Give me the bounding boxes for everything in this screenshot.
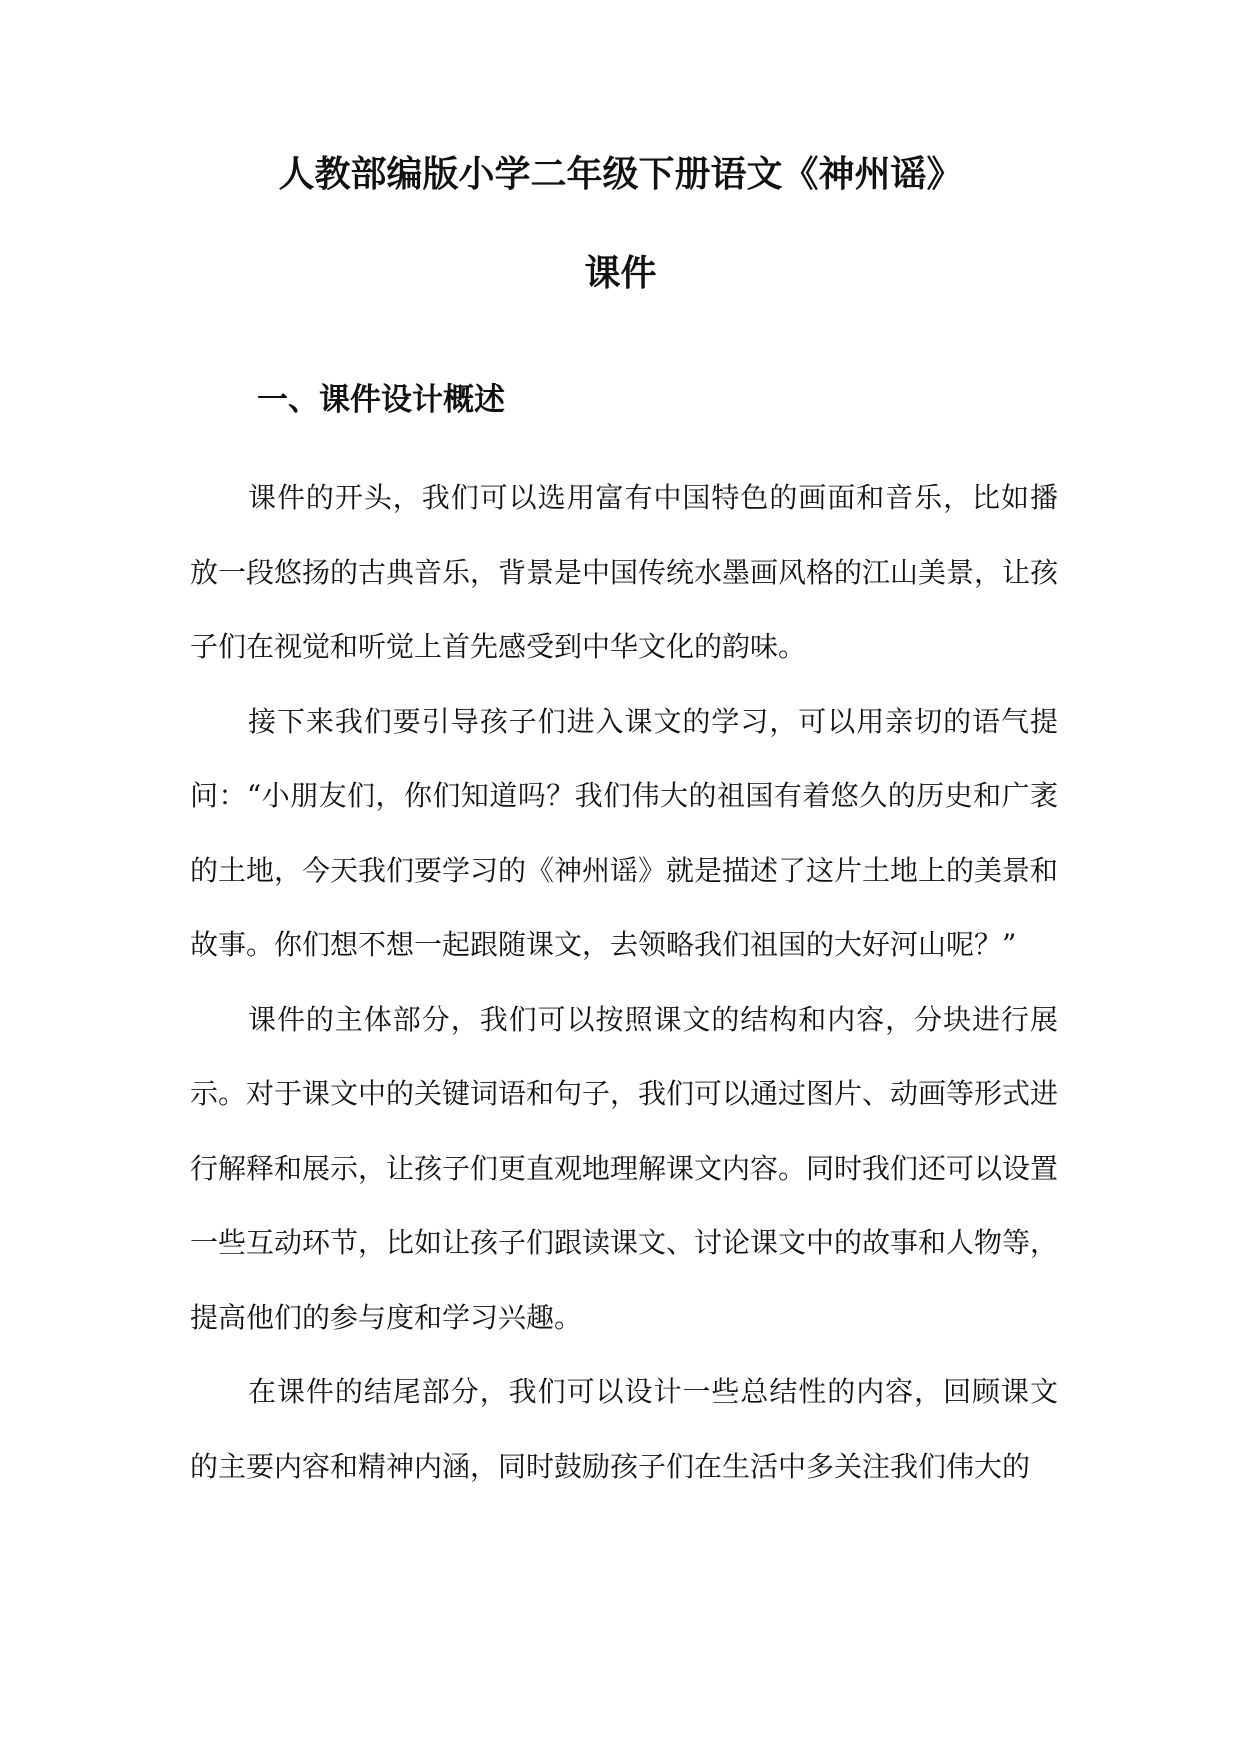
section-heading: 一、课件设计概述 [257,382,505,418]
document-body [190,461,1058,1504]
document-subtitle: 课件 [584,253,657,294]
paragraph: 接下来我们要引导孩子们进入课文的学习，可以用亲切的语气提问：“小朋友们，你们知道吗？我们伟大的祖国有着悠久的历史和广袤的土地，今天我们要学习的《神州谣》就是描述了这片土地上的美景和故事。你们想不想一起跟随课文，去领略我们祖国的大好河山呢？” [190,704,1059,961]
paragraph: 课件的开头，我们可以选用富有中国特色的画面和音乐，比如播放一段悠扬的古典音乐，背景是中国传统水墨画风格的江山美景，让孩子们在视觉和听觉上首先感受到中华文化的韵味。 [190,481,1059,663]
document-title: 人教部编版小学二年级下册语文《神州谣》 [278,154,963,195]
paragraph: 课件的主体部分，我们可以按照课文的结构和内容，分块进行展示。对于课文中的关键词语和句子，我们可以通过图片、动画等形式进行解释和展示，让孩子们更直观地理解课文内容。同时我们还可以设置一些互动环节，比如让孩子们跟读课文、讨论课文中的故事和人物等，提高他们的参与度和学习兴趣。 [190,1002,1059,1334]
paragraph: 在课件的结尾部分，我们可以设计一些总结性的内容，回顾课文的主要内容和精神内涵，同时鼓励孩子们在生活中多关注我们伟大的 [190,1375,1058,1483]
